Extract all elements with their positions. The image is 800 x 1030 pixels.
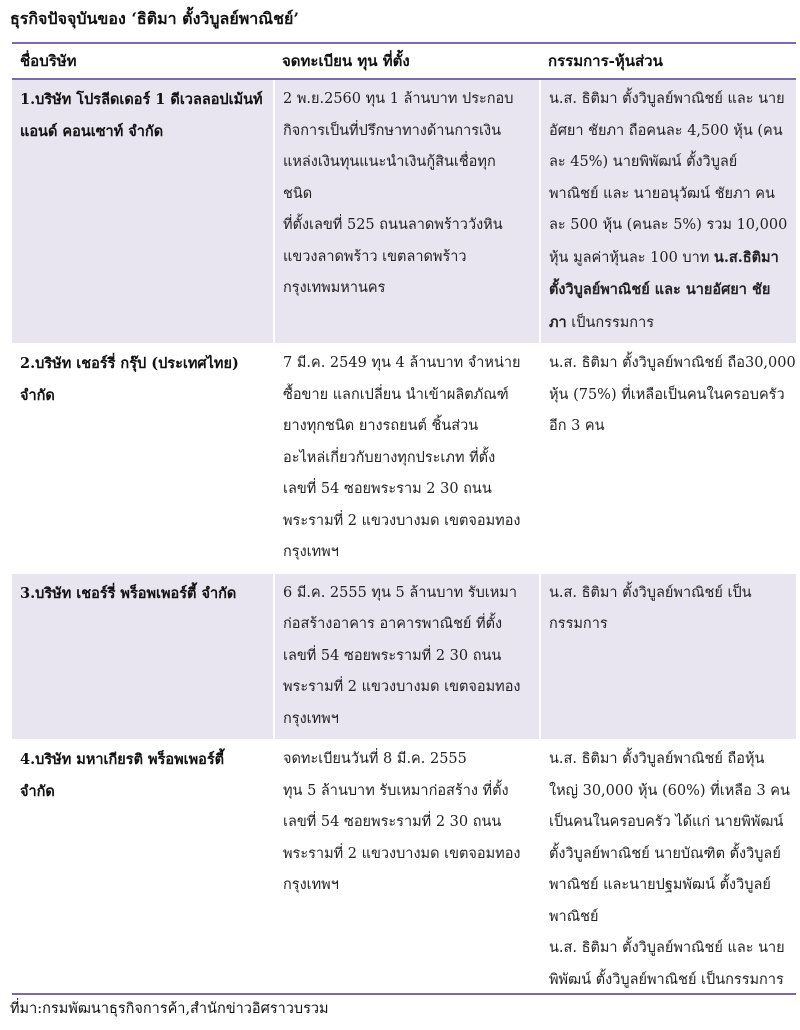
company-table bbox=[12, 42, 796, 1001]
table-row bbox=[12, 573, 796, 740]
directors-bold-name: ตั้งวิบูลย์พาณิชย์ bbox=[549, 281, 650, 298]
directors-line: ละ 500 หุ้น (คนละ 5%) รวม 10,000 bbox=[549, 217, 788, 233]
registration-line: ชนิด bbox=[283, 185, 313, 202]
directors-line: น.ส. ธิติมา ตั้งวิบูลย์พาณิชย์ และ นาย bbox=[549, 940, 785, 956]
table-row bbox=[12, 740, 796, 1001]
directors-line: น.ส. ธิติมา ตั้งวิบูลย์พาณิชย์ ถือหุ้น bbox=[549, 751, 765, 767]
company-name-line: 4.บริษัท มหาเกียรติ พร็อพเพอร์ตี้ bbox=[20, 751, 225, 768]
directors-line: น.ส. ธิติมา ตั้งวิบูลย์พาณิชย์ เป็น bbox=[549, 584, 752, 601]
registration-line: ที่ตั้งเลขที่ 525 ถนนลาดพร้าววังหิน bbox=[283, 217, 503, 233]
company-name-cell bbox=[12, 344, 274, 574]
company-name-line: จำกัด bbox=[20, 782, 55, 800]
directors-cell bbox=[540, 344, 796, 574]
directors-bold-conjunction: และ bbox=[649, 281, 686, 298]
directors-line: หุ้น (75%) ที่เหลือเป็นคนในครอบครัว bbox=[549, 386, 785, 403]
registration-line: จดทะเบียนวันที่ 8 มี.ค. 2555 bbox=[283, 751, 467, 767]
company-name-cell bbox=[12, 573, 274, 740]
registration-line: ทุน 5 ล้านบาท รับเหมาก่อสร้าง ที่ตั้ง bbox=[283, 782, 509, 799]
registration-line: พระรามที่ 2 แขวงบางมด เขตจอมทอง bbox=[283, 512, 521, 529]
directors-line: พาณิชย์ และ นายอนุวัฒน์ ชัยภา คน bbox=[549, 185, 775, 202]
directors-line: ใหญ่ 30,000 หุ้น (60%) ที่เหลือ 3 คน bbox=[549, 782, 790, 799]
directors-line bbox=[549, 274, 790, 307]
registration-line: ยางทุกชนิด ยางรถยนต์ ชิ้นส่วน bbox=[283, 418, 479, 434]
directors-line: เป็นคนในครอบครัว ได้แก่ นายพิพัฒน์ bbox=[549, 814, 784, 830]
directors-bold-name: นายอัศยา ชัย bbox=[685, 281, 771, 298]
registration-line: อะไหล่เกี่ยวกับยางทุกประเภท ที่ตั้ง bbox=[283, 449, 496, 466]
company-name-line: แอนด์ คอนเซาท์ จำกัด bbox=[20, 122, 164, 140]
directors-cell bbox=[540, 740, 796, 1001]
header-registration: จดทะเบียน ทุน ที่ตั้ง bbox=[274, 43, 540, 79]
registration-line: ซื้อขาย แลกเปลี่ยน นำเข้าผลิตภัณฑ์ bbox=[283, 386, 509, 403]
directors-line: พาณิชย์ bbox=[549, 908, 599, 925]
company-name-line: จำกัด bbox=[20, 386, 55, 404]
registration-line: แหล่งเงินทุนแนะนำเงินกู้สินเชื่อทุก bbox=[283, 154, 496, 170]
directors-line bbox=[549, 242, 790, 275]
table-row bbox=[12, 344, 796, 574]
registration-cell bbox=[274, 740, 540, 1001]
source-note: ที่มา:กรมพัฒนาธุรกิจการค้า,สำนักข่าวอิศราวบรวม bbox=[10, 1001, 329, 1017]
directors-text: เป็นกรรมการ bbox=[566, 314, 655, 331]
directors-line: พิพัฒน์ ตั้งวิบูลย์พาณิชย์ เป็นกรรมการ bbox=[549, 971, 784, 988]
company-name-line: 1.บริษัท โปรลีดเดอร์ 1 ดีเวลลอปเม้นท์ bbox=[20, 91, 263, 108]
registration-line: พระรามที่ 2 แขวงบางมด เขตจอมทอง bbox=[283, 679, 521, 695]
registration-line: 6 มี.ค. 2555 ทุน 5 ล้านบาท รับเหมา bbox=[283, 584, 518, 601]
registration-line: เลขที่ 54 ซอยพระรามที่ 2 30 ถนน bbox=[283, 814, 502, 830]
registration-cell bbox=[274, 79, 540, 344]
directors-bold-name: ภา bbox=[549, 313, 567, 331]
directors-line bbox=[549, 307, 790, 340]
registration-line: 2 พ.ย.2560 ทุน 1 ล้านบาท ประกอบ bbox=[283, 91, 514, 107]
company-name-cell bbox=[12, 79, 274, 344]
registration-line: เลขที่ 54 ซอยพระรามที่ 2 30 ถนน bbox=[283, 647, 502, 664]
registration-line: 7 มี.ค. 2549 ทุน 4 ล้านบาท จำหน่าย bbox=[283, 355, 521, 371]
header-directors: กรรมการ-หุ้นส่วน bbox=[540, 43, 796, 79]
company-name-line: 2.บริษัท เชอร์รี่ กรุ๊ป (ประเทศไทย) bbox=[20, 355, 239, 372]
directors-line: น.ส. ธิติมา ตั้งวิบูลย์พาณิชย์ และ นาย bbox=[549, 91, 785, 107]
registration-line: กรุงเทพฯ bbox=[283, 877, 339, 893]
registration-line: กรุงเทพฯ bbox=[283, 544, 339, 560]
company-name-line: 3.บริษัท เชอร์รี่ พร็อพเพอร์ตี้ จำกัด bbox=[20, 584, 237, 602]
directors-line: กรรมการ bbox=[549, 616, 608, 632]
document-title: ธุรกิจปัจจุบันของ ‘ธิติมา ตั้งวิบูลย์พาณิชย์’ bbox=[10, 9, 299, 28]
table-bottom-rule bbox=[12, 993, 796, 995]
registration-line: แขวงลาดพร้าว เขตลาดพร้าว bbox=[283, 248, 467, 265]
directors-line: ละ 45%) นายพิพัฒน์ ตั้งวิบูลย์ bbox=[549, 154, 738, 170]
registration-line: กรุงเทพมหานคร bbox=[283, 280, 386, 296]
registration-cell bbox=[274, 344, 540, 574]
directors-line: น.ส. ธิติมา ตั้งวิบูลย์พาณิชย์ ถือ30,000 bbox=[549, 355, 796, 371]
registration-line: กิจการเป็นที่ปรึกษาทางด้านการเงิน bbox=[283, 122, 501, 139]
registration-line: ก่อสร้างอาคาร อาคารพาณิชย์ ที่ตั้ง bbox=[283, 616, 503, 632]
registration-line: เลขที่ 54 ซอยพระราม 2 30 ถนน bbox=[283, 481, 492, 497]
header-company-name: ชื่อบริษัท bbox=[12, 43, 274, 79]
table-row bbox=[12, 79, 796, 344]
registration-line: กรุงเทพฯ bbox=[283, 710, 339, 727]
directors-line: อีก 3 คน bbox=[549, 418, 605, 434]
directors-line: พาณิชย์ และนายปฐมพัฒน์ ตั้งวิบูลย์ bbox=[549, 877, 771, 893]
directors-cell bbox=[540, 573, 796, 740]
directors-cell bbox=[540, 79, 796, 344]
directors-bold-name: น.ส.ธิติมา bbox=[713, 248, 779, 266]
registration-cell bbox=[274, 573, 540, 740]
registration-line: พระรามที่ 2 แขวงบางมด เขตจอมทอง bbox=[283, 845, 521, 862]
table-header-row bbox=[12, 43, 796, 79]
directors-line: ตั้งวิบูลย์พาณิชย์ นายบัณฑิต ตั้งวิบูลย์ bbox=[549, 845, 781, 862]
company-name-cell bbox=[12, 740, 274, 1001]
directors-line: อัศยา ชัยภา ถือคนละ 4,500 หุ้น (คน bbox=[549, 122, 783, 139]
directors-text: หุ้น มูลค่าหุ้นละ 100 บาท bbox=[549, 249, 714, 266]
